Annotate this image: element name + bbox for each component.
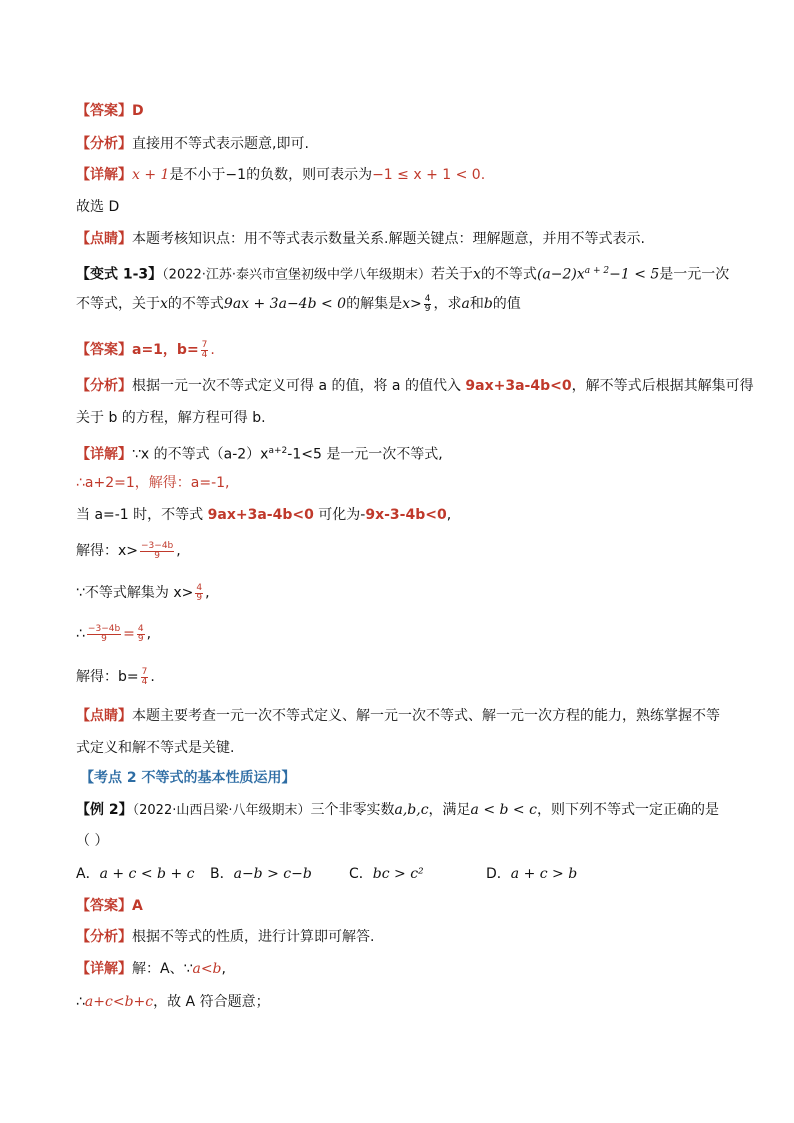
detail-text: , — [446, 507, 452, 523]
fraction-denominator: 9 — [424, 303, 431, 314]
section-heading-text: 【考点 2 不等式的基本性质运用】 — [80, 770, 296, 786]
fraction — [424, 295, 432, 314]
example-tag: 【例 2】 — [76, 802, 133, 818]
problem-text: ，则下列不等式一定正确的是 — [536, 802, 719, 818]
variant-question-line — [76, 294, 521, 314]
detail-line — [76, 959, 226, 979]
fraction — [201, 341, 209, 360]
option-label: D． — [486, 866, 511, 882]
option-expression: a + c > b — [510, 866, 578, 882]
problem-text: 若关于 — [431, 266, 474, 283]
option-d — [486, 864, 577, 884]
math-expression: 9ax+3a-4b<0 — [207, 507, 314, 523]
option-label: A． — [76, 866, 100, 882]
comment-line — [76, 229, 645, 249]
analysis-tag: 【分析】 — [76, 378, 132, 394]
detail-text: , — [176, 543, 181, 559]
analysis-text: 关于 b 的方程，解方程可得 b. — [76, 410, 266, 426]
option-label: C． — [349, 866, 373, 882]
comment-line — [76, 706, 720, 726]
math-expression: a,b,c — [394, 802, 429, 818]
math-variable: x — [473, 266, 481, 283]
analysis-text: 根据一元一次不等式定义可得 a 的值，将 a 的值代入 — [132, 378, 466, 394]
problem-text: 的值 — [492, 296, 521, 312]
comment-text: 本题主要考查一元一次不等式定义、解一元一次不等式、解一元一次方程的能力，熟练掌握不等 — [132, 708, 720, 724]
problem-text: 三个非零实数 — [310, 802, 395, 818]
fraction-denominator: 4 — [141, 676, 148, 687]
detail-text: , — [221, 961, 226, 977]
problem-text: 的解集是 — [346, 296, 403, 312]
option-expression: a + c < b + c — [99, 866, 195, 882]
answer-tag: 【答案】 — [76, 103, 132, 119]
math-expression: x> — [402, 296, 422, 312]
fraction-numerator: 7 — [141, 666, 148, 677]
detail-text: 是不小于−1的负数，则可表示为 — [169, 167, 373, 183]
detail-text: ∴ — [76, 994, 85, 1010]
detail-text: ∴ — [76, 626, 85, 642]
detail-line — [76, 165, 485, 185]
comment-text: 式定义和解不等式是关键. — [76, 740, 235, 756]
math-variable: b — [483, 296, 493, 312]
detail-text: ∵x 的不等式（a-2）x — [132, 446, 269, 463]
fraction-denominator: 9 — [137, 633, 144, 644]
detail-step-line — [76, 505, 451, 525]
answer-value: D — [132, 103, 144, 119]
detail-text: , — [205, 585, 210, 601]
option-expression: a−b > c−b — [233, 866, 312, 882]
problem-text: 是一元一次 — [659, 266, 730, 283]
fraction — [140, 542, 174, 561]
answer-line — [76, 101, 144, 121]
option-c — [349, 864, 424, 884]
math-expression: 9ax+3a-4b<0 — [465, 378, 572, 394]
detail-text: ，故 A 符合题意； — [153, 994, 270, 1010]
equals-sign: = — [123, 626, 135, 642]
detail-tag: 【详解】 — [76, 446, 132, 463]
problem-text: 不等式，关于 — [76, 296, 160, 312]
problem-source: （2022·江苏·泰兴市宣堡初级中学八年级期末） — [162, 267, 432, 283]
answer-tag: 【答案】 — [76, 342, 132, 358]
detail-text: -1<5 是一元一次不等式, — [287, 446, 443, 463]
section-heading — [80, 768, 296, 788]
answer-tag: 【答案】 — [76, 898, 132, 914]
fraction-denominator: 4 — [201, 349, 208, 360]
fraction-denominator: 9 — [196, 592, 203, 603]
option-expression: bc > c² — [372, 866, 424, 882]
analysis-line — [76, 376, 754, 396]
answer-value: a=1，b= — [132, 342, 199, 358]
math-exponent: a+2 — [268, 446, 288, 456]
analysis-tag: 【分析】 — [76, 929, 132, 945]
math-expression: a+c<b+c — [84, 994, 154, 1010]
answer-blank: （ ） — [76, 833, 109, 849]
detail-text: ∴a+2=1，解得：a=-1, — [76, 475, 230, 491]
analysis-text: ，解不等式后根据其解集可得 — [571, 378, 754, 394]
math-expression: a < b < c — [470, 802, 537, 818]
detail-text: 解得：b= — [76, 669, 139, 685]
detail-text: 解：A、∵ — [132, 961, 193, 977]
detail-text: . — [150, 669, 155, 685]
detail-text: ∵不等式解集为 x> — [76, 585, 194, 601]
math-expression: x + 1 — [132, 167, 170, 183]
fraction — [87, 625, 121, 644]
fraction-numerator: 4 — [137, 623, 144, 634]
analysis-tag: 【分析】 — [76, 136, 132, 152]
comment-tag: 【点睛】 — [76, 231, 132, 247]
problem-text: ，满足 — [428, 802, 471, 818]
variant-title-line — [76, 261, 729, 286]
fraction-numerator: 4 — [424, 293, 431, 304]
detail-text: 当 a=-1 时，不等式 — [76, 507, 208, 523]
fraction — [137, 625, 145, 644]
answer-value: . — [210, 342, 215, 358]
math-expression: a<b — [192, 961, 222, 977]
variant-tag: 【变式 1-3】 — [76, 266, 163, 283]
conclusion-text: 故选 D — [76, 199, 120, 215]
detail-text: 解得：x> — [76, 543, 139, 559]
option-label: B． — [210, 866, 234, 882]
analysis-text: 根据不等式的性质，进行计算即可解答. — [132, 929, 375, 945]
detail-step-line — [76, 667, 155, 687]
fraction-numerator: −3−4b — [87, 623, 121, 634]
answer-value: A — [132, 898, 143, 914]
analysis-continued-line — [76, 408, 266, 428]
example-title-line — [76, 800, 719, 821]
analysis-line — [76, 134, 309, 154]
answer-line — [76, 896, 143, 916]
detail-tag: 【详解】 — [76, 961, 132, 977]
detail-step-line — [76, 583, 210, 603]
problem-text: 的不等式 — [167, 296, 224, 312]
conclusion-line — [76, 197, 119, 217]
detail-step-line — [76, 992, 270, 1012]
math-expression: −1 ≤ x + 1 < 0. — [372, 167, 486, 183]
math-expression: 9ax + 3a−4b < 0 — [223, 296, 347, 312]
analysis-text: 直接用不等式表示题意,即可. — [132, 136, 309, 152]
detail-step-line — [76, 541, 181, 561]
fraction — [141, 668, 149, 687]
detail-text: 可化为- — [313, 507, 366, 523]
problem-text: 的不等式 — [480, 266, 537, 283]
analysis-line — [76, 927, 374, 947]
detail-step-line — [76, 624, 151, 644]
math-variable: a — [461, 296, 470, 312]
blank-parens-line — [76, 831, 108, 851]
comment-continued-line — [76, 738, 234, 758]
option-a — [76, 864, 194, 884]
detail-tag: 【详解】 — [76, 167, 132, 183]
problem-text: 和 — [469, 296, 484, 312]
fraction-denominator: 9 — [101, 633, 107, 644]
fraction-numerator: −3−4b — [141, 540, 174, 551]
math-exponent: a + 2 — [584, 266, 610, 276]
fraction-numerator: 7 — [201, 339, 208, 350]
math-variable: x — [160, 296, 168, 312]
comment-tag: 【点睛】 — [76, 708, 132, 724]
math-expression: −1 < 5 — [609, 266, 660, 283]
detail-text: , — [146, 626, 152, 642]
comment-text: 本题考核知识点：用不等式表示数量关系.解题关键点：理解题意，并用不等式表示. — [132, 231, 645, 247]
option-b — [210, 864, 312, 884]
problem-text: ，求 — [433, 296, 462, 312]
detail-line — [76, 441, 443, 465]
fraction — [195, 584, 203, 603]
math-expression: 9x-3-4b<0 — [365, 507, 447, 523]
math-expression: (a−2)x — [536, 266, 585, 283]
problem-source: （2022·山西吕梁·八年级期末） — [132, 803, 311, 818]
detail-step-line — [76, 473, 229, 493]
fraction-denominator: 9 — [154, 550, 160, 561]
answer-line — [76, 340, 215, 360]
fraction-numerator: 4 — [196, 582, 203, 593]
